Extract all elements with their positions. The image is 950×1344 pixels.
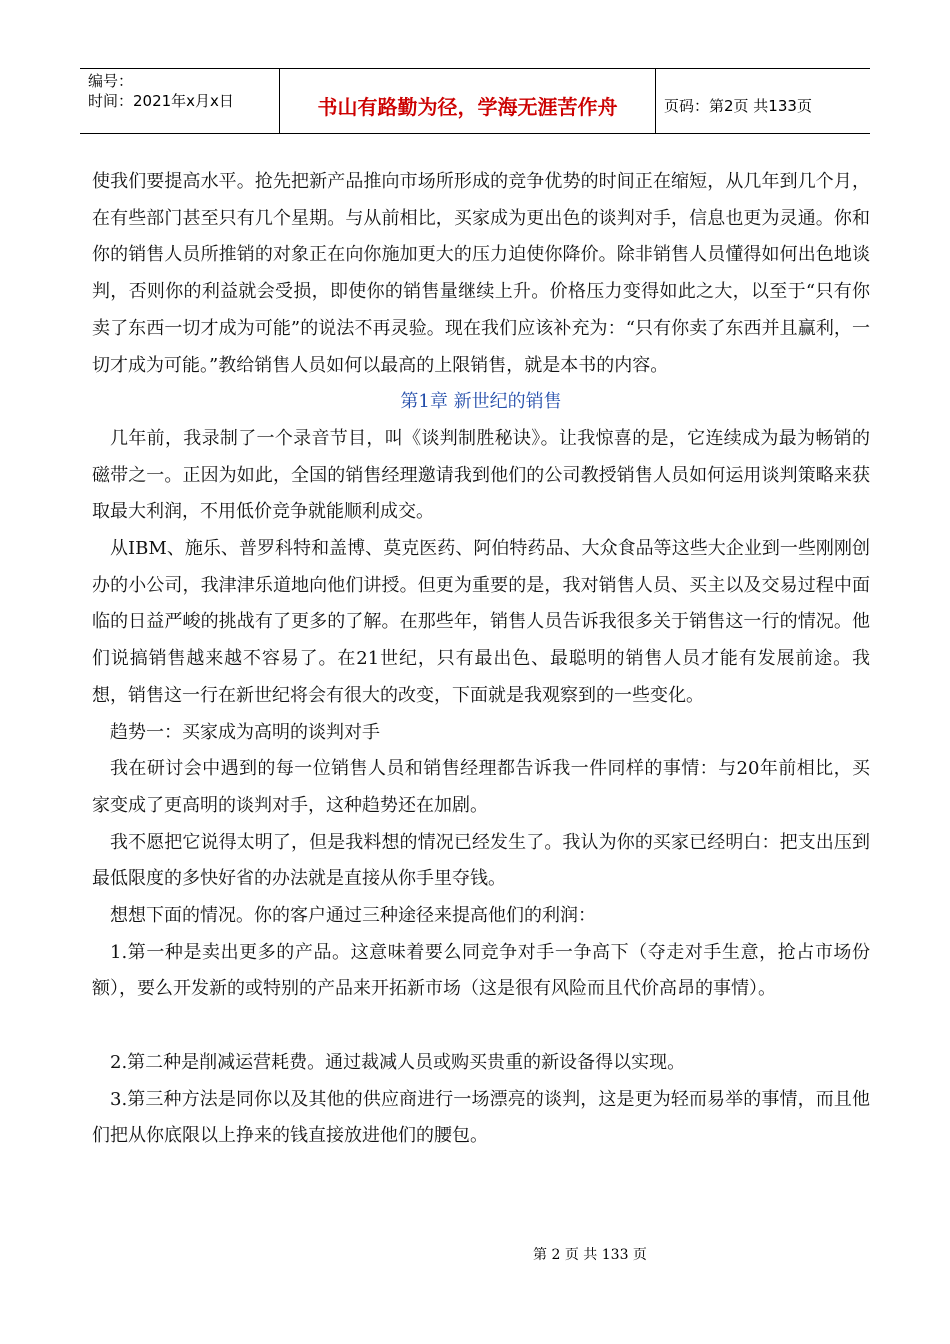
header-motto: 书山有路勤为径，学海无涯苦作舟 (280, 69, 656, 133)
chapter-heading: 第1章 新世纪的销售 (400, 391, 562, 413)
paragraph: 几年前，我录制了一个录音节目，叫《谈判制胜秘诀》。让我惊喜的是，它连续成为最为畅销的磁带之一。正因为如此，全国的销售经理邀请我到他们的公司教授销售人员如何运用谈判策略来获取最大利润，不用低价竞争就能顺利成交。 (92, 427, 870, 523)
paragraph: 我在研讨会中遇到的每一位销售人员和销售经理都告诉我一件同样的事情：与20年前相比，买家变成了更高明的谈判对手，这种趋势还在加剧。 (92, 758, 870, 816)
list-item: 1.第一种是卖出更多的产品。这意味着要么同竞争对手一争高下（夺走对手生意，抢占市场份额），要么开发新的或特别的产品来开拓新市场（这是很有风险而且代价高昂的事情）。 (92, 941, 870, 1000)
page-footer: 第 2 页 共 133 页 (533, 1247, 647, 1263)
blank-line (92, 1008, 870, 1045)
paragraph: 我不愿把它说得太明了，但是我料想的情况已经发生了。我认为你的买家已经明白：把支出压到最低限度的多快好省的办法就是直接从你手里夺钱。 (92, 831, 870, 890)
page-header (80, 68, 870, 134)
document-date: 时间：2021年x月x日 (88, 92, 234, 110)
header-page-info: 页码：第2页 共133页 (664, 96, 812, 115)
document-number-label: 编号： (88, 72, 134, 90)
paragraph: 从IBM、施乐、普罗科特和盖博、莫克医药、阿伯特药品、大众食品等这些大企业到一些刚刚创办的小公司，我津津乐道地向他们讲授。但更为重要的是，我对销售人员、买主以及交易过程中面临的日益严峻的挑战有了更多的了解。在那些年，销售人员告诉我很多关于销售这一行的情况。他们说搞销售越来越不容易了。在21世纪，只有最出色、最聪明的销售人员才能有发展前途。我想，销售这一行在新世纪将会有很大的改变，下面就是我观察到的一些变化。 (92, 538, 870, 706)
list-item: 2.第二种是削减运营耗费。通过裁减人员或购买贵重的新设备得以实现。 (110, 1051, 686, 1073)
list-item: 3.第三种方法是同你以及其他的供应商进行一场漂亮的谈判，这是更为轻而易举的事情，而且他们把从你底限以上挣来的钱直接放进他们的腰包。 (92, 1088, 870, 1147)
trend-heading: 趋势一：买家成为高明的谈判对手 (110, 721, 380, 743)
header-meta (80, 69, 280, 133)
document-body (92, 164, 870, 1155)
paragraph: 想想下面的情况。你的客户通过三种途径来提高他们的利润： (110, 905, 596, 927)
paragraph-intro: 使我们要提高水平。抢先把新产品推向市场所形成的竞争优势的时间正在缩短，从几年到几个月，在有些部门甚至只有几个星期。与从前相比，买家成为更出色的谈判对手，信息也更为灵通。你和你的销售人员所推销的对象正在向你施加更大的压力迫使你降价。除非销售人员懂得如何出色地谈判，否则你的利益就会受损，即使你的销售量继续上升。价格压力变得如此之大，以至于“只有你卖了东西一切才成为可能”的说法不再灵验。现在我们应该补充为：“只有你卖了东西并且赢利，一切才成为可能。”教给销售人员如何以最高的上限销售，就是本书的内容。 (92, 171, 870, 376)
